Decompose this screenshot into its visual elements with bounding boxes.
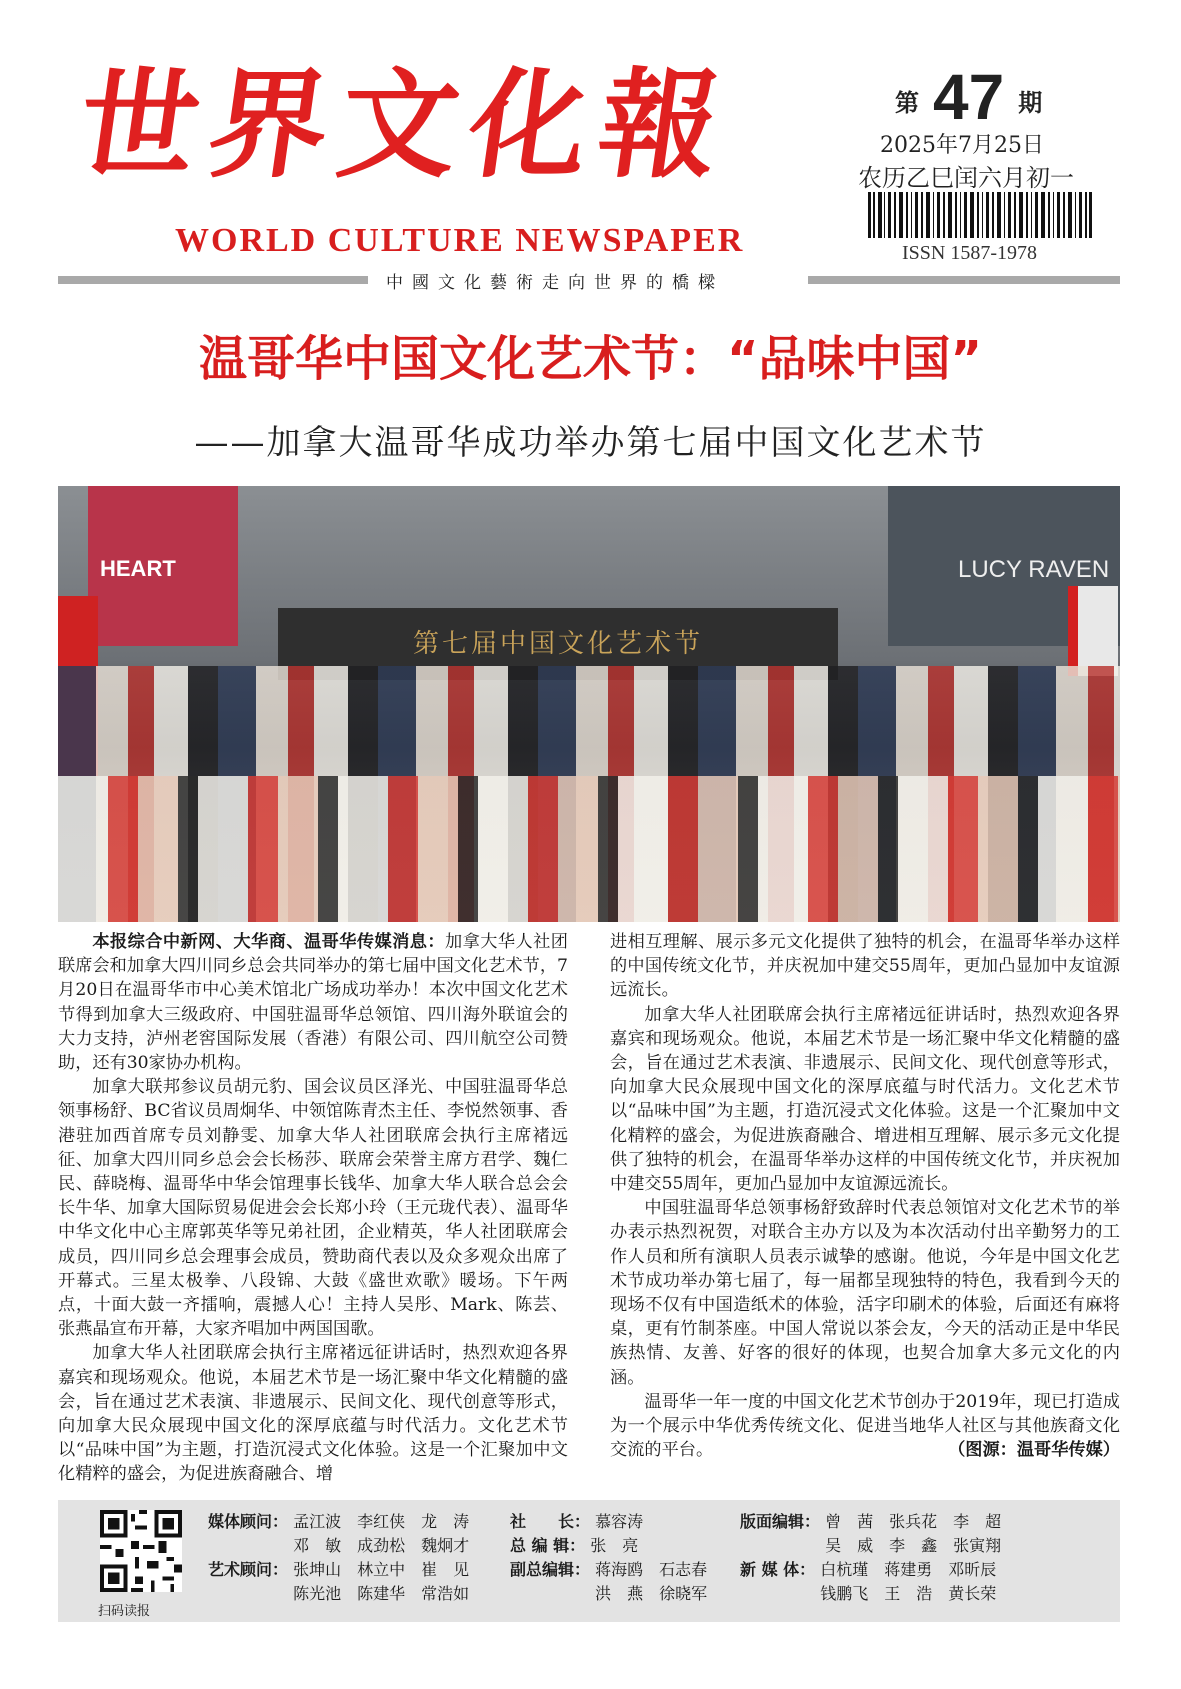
article-paragraph-3-cont: 进相互理解、展示多元文化提供了独特的机会，在温哥华举办这样的中国传统文化节，并庆祝加中建交55周年，更加凸显加中友谊源远流长。 [610, 932, 1120, 1001]
staff-art-advisors [208, 1558, 469, 1606]
poster-left [88, 486, 238, 646]
poster-left-text: HEART [100, 556, 176, 581]
staff-names: 邓 敏 成劲松 魏炯才 [293, 1536, 470, 1555]
staff-role: 版面编辑： [740, 1512, 821, 1531]
article-paragraph-6 [610, 1390, 1120, 1463]
article-p6: 温哥华一年一度的中国文化艺术节创办于2019年，现已打造成为一个展示中华优秀传统文化、促进当地华人社区与其他族裔文化交流的平台。 [610, 1391, 1120, 1461]
article-paragraph-1 [58, 930, 568, 1075]
article-column-2 [610, 930, 1120, 1462]
issn: ISSN 1587-1978 [902, 242, 1038, 264]
headline: 温哥华中国文化艺术节：“品味中国” [198, 331, 983, 387]
barcode-icon [868, 192, 1092, 238]
qr-label: 扫码读报 [98, 1604, 151, 1619]
staff-names: 钱鹏飞 王 浩 黄长荣 [820, 1584, 997, 1603]
staff-new-media [740, 1558, 996, 1606]
issue-prefix: 第 [895, 88, 919, 117]
staff-names: 张 亮 [590, 1536, 639, 1555]
staff-names: 洪 燕 徐晓军 [595, 1584, 708, 1603]
issue-num: 47 [933, 61, 1005, 133]
lunar-date: 农历乙巳闰六月初一 [858, 164, 1074, 192]
issue-number [895, 60, 1042, 134]
staff-deputy-editors [510, 1558, 707, 1606]
crowd-front-row [58, 776, 1120, 922]
qr-code-icon[interactable] [100, 1510, 182, 1592]
subheadline: ——加拿大温哥华成功举办第七届中国文化艺术节 [194, 423, 987, 463]
masthead-title: 世界文化報 [70, 55, 740, 194]
issue-suffix: 期 [1018, 88, 1043, 117]
article-paragraph-5: 中国驻温哥华总领事杨舒致辞时代表总领馆对文化艺术节的举办表示热烈祝贺，对联合主办方以及为本次活动付出辛勤努力的工作人员和所有演职人员表示诚挚的感谢。他说，今年是中国文化艺术节成功举办第七届了，每一届都呈现独特的特色，我看到今天的现场不仅有中国造纸术的体验，活字印刷术的体验，后面还有麻将桌，更有竹制茶座。中国人常说以茶会友，今天的活动正是中华民族热情、友善、好客的很好的体现，也契合加拿大多元文化的内涵。 [610, 1198, 1120, 1388]
poster-right-text: LUCY RAVEN [958, 556, 1110, 583]
staff-publisher [510, 1510, 643, 1534]
article-column-1 [58, 930, 568, 1487]
stage-sign: 第七届中国文化艺术节 [278, 608, 838, 680]
staff-role: 副总编辑： [510, 1560, 591, 1579]
staff-role: 总 编 辑： [510, 1536, 586, 1555]
tagline: 中國文化藝術走向世界的橋樑 [386, 273, 724, 293]
staff-names: 陈光池 陈建华 常浩如 [293, 1584, 470, 1603]
event-photo [58, 486, 1120, 922]
staff-role: 社 长： [510, 1512, 591, 1531]
article-lead: 本报综合中新网、大华商、温哥华传媒消息： [92, 932, 446, 952]
staff-names: 吴 威 李 鑫 张寅翔 [825, 1536, 1002, 1555]
staff-names: 慕容涛 [595, 1512, 644, 1531]
staff-role: 艺术顾问： [208, 1560, 289, 1579]
staff-editor-in-chief [510, 1534, 638, 1558]
staff-names: 曾 茜 张兵花 李 超 [825, 1512, 1002, 1531]
staff-role: 媒体顾问： [208, 1512, 289, 1531]
staff-names: 张坤山 林立中 崔 见 [293, 1560, 470, 1579]
staff-names: 蒋海鸥 石志春 [595, 1560, 708, 1579]
masthead-english: WORLD CULTURE NEWSPAPER [175, 222, 745, 259]
photo-credit: （图源：温哥华传媒） [948, 1440, 1120, 1461]
divider-left [58, 276, 368, 284]
article-paragraph-4: 加拿大华人社团联席会执行主席褚远征讲话时，热烈欢迎各界嘉宾和现场观众。他说，本届艺术节是一场汇聚中华文化精髓的盛会，旨在通过艺术表演、非遗展示、民间文化、现代创意等形式，向加拿大民众展现中国文化的深厚底蕴与时代活力。文化艺术节以“品味中国”为主题，打造沉浸式文化体验。这是一个汇聚加中文化精粹的盛会，为促进族裔融合、增进相互理解、展示多元文化提供了独特的机会，在温哥华举办这样的中国传统文化节，并庆祝加中建交55周年，更加凸显加中友谊源远流长。 [610, 1004, 1120, 1195]
staff-media-advisors [208, 1510, 469, 1558]
staff-names: 孟江波 李红侠 龙 涛 [293, 1512, 470, 1531]
staff-names: 白杭瑾 蒋建勇 邓昕辰 [820, 1560, 997, 1579]
divider-right [808, 276, 1120, 284]
staff-role: 新 媒 体： [740, 1560, 816, 1579]
canada-flag [1068, 586, 1118, 676]
staff-layout-editors [740, 1510, 1001, 1558]
article-paragraph-3: 加拿大华人社团联席会执行主席褚远征讲话时，热烈欢迎各界嘉宾和现场观众。他说，本届艺术节是一场汇聚中华文化精髓的盛会，旨在通过艺术表演、非遗展示、民间文化、现代创意等形式，向加拿大民众展现中国文化的深厚底蕴与时代活力。文化艺术节以“品味中国”为主题，打造沉浸式文化体验。这是一个汇聚加中文化精粹的盛会，为促进族裔融合、增 [58, 1343, 568, 1485]
issue-date: 2025年7月25日 [880, 133, 1044, 158]
staff-box [58, 1500, 1120, 1622]
article-p1: 加拿大华人社团联席会和加拿大四川同乡总会共同举办的第七届中国文化艺术节，7月20日在温哥华市中心美术馆北广场成功举办！本次中国文化艺术节得到加拿大三级政府、中国驻温哥华总领馆、四川海外联谊会的大力支持，泸州老窖国际发展（香港）有限公司、四川航空公司赞助，还有30家协办机构。 [58, 932, 568, 1074]
article-paragraph-2: 加拿大联邦参议员胡元豹、国会议员区泽光、中国驻温哥华总领事杨舒、BC省议员周炯华、中领馆陈青杰主任、李悦然领事、香港驻加西首席专员刘静雯、加拿大华人社团联席会执行主席褚远征、加拿大四川同乡总会会长杨莎、联席会荣誉主席方君学、魏仁民、薛晓梅、温哥华中华会馆理事长钱华、加拿大华人联合总会会长牛华、加拿大国际贸易促进会会长郑小玲（王元珑代表）、温哥华中华文化中心主席郭英华等兄弟社团，企业精英，华人社团联席会成员，四川同乡总会理事会成员，赞助商代表以及众多观众出席了开幕式。三星太极拳、八段锦、大鼓《盛世欢歌》暖场。下午两点，十面大鼓一齐擂响，震撼人心！主持人吴彤、Mark、陈芸、张燕晶宣布开幕，大家齐唱加中两国国歌。 [58, 1077, 568, 1340]
